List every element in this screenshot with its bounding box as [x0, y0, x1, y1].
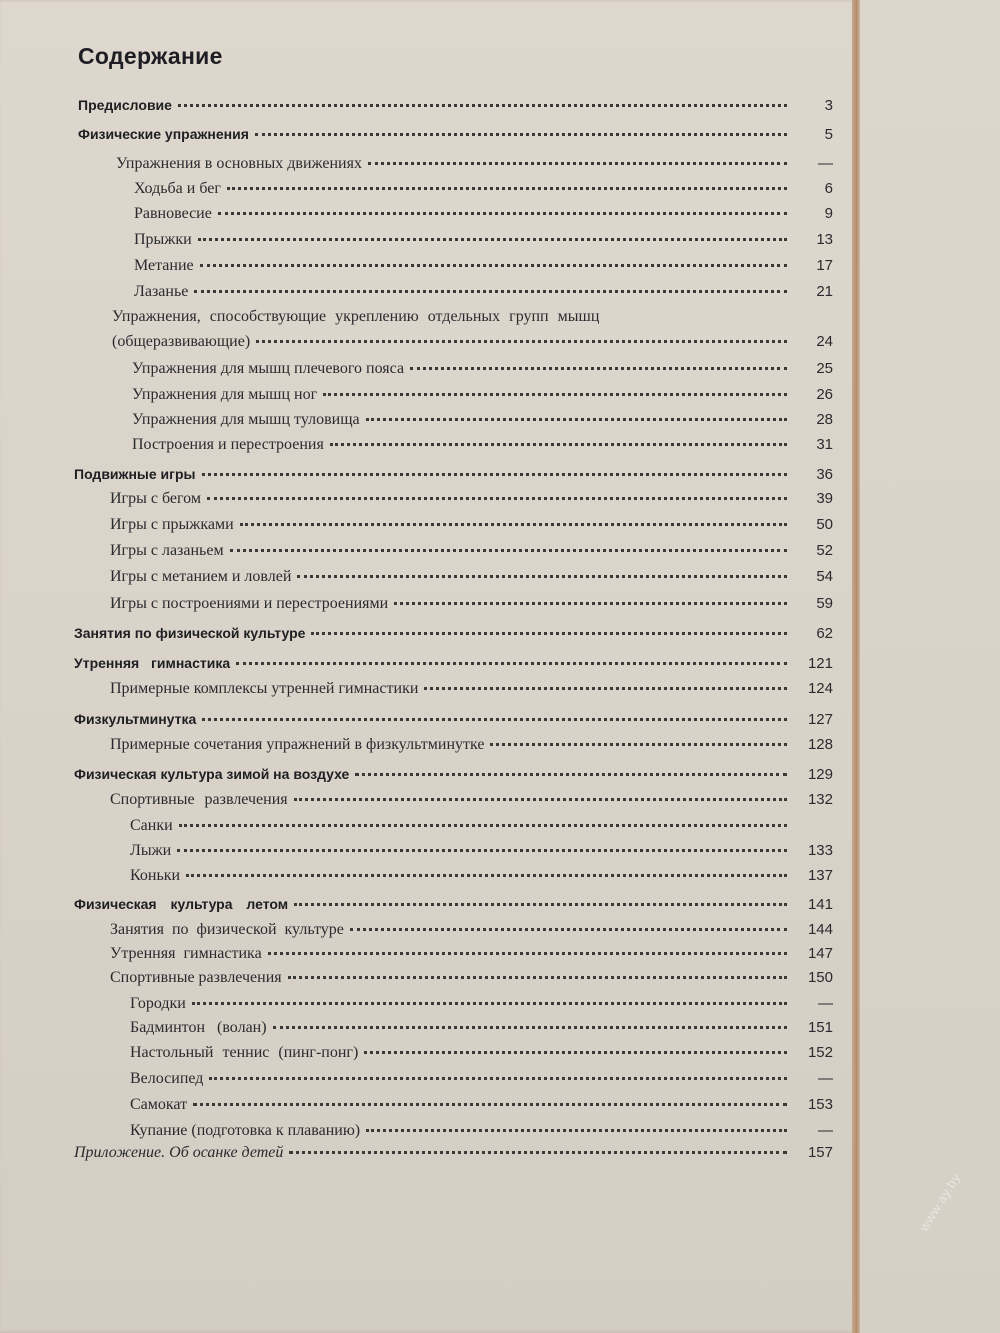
- toc-entry-title: Утренняя гимнастика: [110, 945, 262, 962]
- toc-entry-page: 24: [816, 333, 833, 350]
- leader-dots: [200, 264, 787, 267]
- toc-entry-title: Метание: [134, 257, 194, 274]
- toc-entry: [110, 569, 833, 585]
- toc-entry-page: 36: [816, 466, 833, 483]
- toc-entry-title: Приложение. Об осанке детей: [74, 1144, 284, 1161]
- leader-dots: [236, 662, 787, 665]
- toc-entry: [110, 543, 833, 559]
- toc-entry-title: Ходьба и бег: [134, 180, 221, 197]
- toc-entry-title: Прыжки: [134, 231, 192, 248]
- toc-entry-page: 151: [807, 1019, 833, 1036]
- toc-entry-title: Физическая культура зимой на воздухе: [74, 766, 350, 782]
- toc-entry: [130, 868, 833, 884]
- toc-entry-title: Санки: [130, 817, 173, 834]
- toc-entry-page: 144: [807, 921, 833, 938]
- leader-dots: [490, 743, 787, 746]
- toc-entry-page: 5: [824, 126, 833, 143]
- toc-entry: [132, 437, 833, 453]
- leader-dots: [178, 104, 787, 107]
- leader-dots: [366, 1129, 787, 1132]
- toc-entry-title: Равновесие: [134, 205, 212, 222]
- toc-entry-title: Упражнения для мышц ног: [132, 386, 318, 403]
- toc-entry-title: Упражнения для мышц плечевого пояса: [132, 360, 405, 377]
- toc-entry-title: Физкультминутка: [74, 711, 197, 727]
- toc-entry-page: 31: [816, 436, 833, 453]
- toc-entry-page: 28: [816, 411, 833, 428]
- leader-dots: [198, 238, 787, 241]
- toc-entry-title: Игры с прыжками: [110, 516, 234, 533]
- toc-entry: [112, 334, 833, 350]
- toc-entry: [74, 897, 833, 912]
- toc-entry-title: Физические упражнения: [78, 126, 249, 142]
- toc-entry-page: 13: [816, 231, 833, 248]
- toc-entry: [110, 517, 833, 533]
- leader-dots: [256, 340, 787, 343]
- toc-entry-page: 50: [816, 516, 833, 533]
- leader-dots: [323, 393, 787, 396]
- toc-entry-title: Купание (подготовка к плаванию): [130, 1122, 361, 1139]
- toc-entry: [74, 467, 833, 482]
- toc-entry-page: 52: [816, 542, 833, 559]
- toc-entry-title: Спортивные развлечения: [110, 969, 282, 986]
- toc-entry: [116, 156, 833, 172]
- leader-dots: [366, 418, 787, 421]
- toc-entry: [130, 1097, 833, 1113]
- toc-entry-page: 9: [824, 205, 833, 222]
- toc-entry-title: Городки: [130, 995, 186, 1012]
- toc-entry: [134, 232, 833, 248]
- toc-entry: [130, 1123, 833, 1139]
- toc-entry: [134, 206, 833, 222]
- toc-entry-title: Упражнения, способствующие укреплению отдельных групп мышц: [112, 308, 600, 325]
- toc-entry-page: —: [818, 1070, 833, 1087]
- toc-entry: [110, 922, 833, 938]
- toc-entry-title: Игры с бегом: [110, 490, 201, 507]
- toc-entry-page: —: [818, 155, 833, 172]
- toc-entry-page: 133: [807, 842, 833, 859]
- toc-entry-page: 147: [807, 945, 833, 962]
- leader-dots: [288, 976, 787, 979]
- leader-dots: [311, 632, 787, 635]
- toc-entry: [134, 258, 833, 274]
- toc-entry-page: 152: [807, 1044, 833, 1061]
- toc-entry-title: Утренняя гимнастика: [74, 655, 231, 671]
- toc-entry-page: 3: [824, 97, 833, 114]
- leader-dots: [240, 523, 787, 526]
- toc-entry-heading: [112, 309, 833, 325]
- toc-entry: [110, 491, 833, 507]
- toc-entry-page: 25: [816, 360, 833, 377]
- toc-entry-page: 21: [816, 283, 833, 300]
- leader-dots: [202, 473, 788, 476]
- leader-dots: [186, 874, 787, 877]
- leader-dots: [355, 773, 787, 776]
- toc-entry-page: 132: [807, 791, 833, 808]
- toc-entry-page: 17: [816, 257, 833, 274]
- leader-dots: [209, 1077, 787, 1080]
- toc-entry: [110, 737, 833, 753]
- toc-entry: [74, 712, 833, 727]
- leader-dots: [294, 798, 787, 801]
- toc-entry: [74, 767, 833, 782]
- leader-dots: [330, 443, 787, 446]
- toc-entry-title: Примерные комплексы утренней гимнастики: [110, 680, 419, 697]
- toc-entry-title: Подвижные игры: [74, 466, 196, 482]
- toc-entry: [110, 946, 833, 962]
- toc-entry-page: 54: [816, 568, 833, 585]
- toc-entry-title: Бадминтон (волан): [130, 1019, 267, 1036]
- leader-dots: [368, 162, 787, 165]
- toc-entry: [78, 98, 833, 113]
- toc-entry-title: Игры с построениями и перестроениями: [110, 595, 389, 612]
- leader-dots: [193, 1103, 787, 1106]
- toc-entry: [110, 970, 833, 986]
- toc-entry: [110, 792, 833, 808]
- toc-entry-page: 157: [807, 1144, 833, 1161]
- toc-entry-title: Предисловие: [78, 97, 172, 113]
- toc-entry: [74, 626, 833, 641]
- toc-entry: [130, 818, 833, 834]
- toc-entry-title: Построения и перестроения: [132, 436, 324, 453]
- leader-dots: [192, 1002, 787, 1005]
- toc-entry-page: 141: [807, 896, 833, 913]
- toc-entry-title: Настольный теннис (пинг-понг): [130, 1044, 359, 1061]
- toc-entry-page: 127: [807, 711, 833, 728]
- toc-entry-title: Лыжи: [130, 842, 172, 859]
- toc-entry-appendix: [74, 1145, 833, 1161]
- leader-dots: [294, 903, 787, 906]
- toc-entry-title: Занятия по физической культуре: [110, 921, 344, 938]
- toc-entry-page: 62: [816, 625, 833, 642]
- toc-entry: [130, 1020, 833, 1036]
- toc-entry-title: Велосипед: [130, 1070, 204, 1087]
- leader-dots: [230, 549, 787, 552]
- leader-dots: [350, 928, 787, 931]
- toc-entry-title-continued: (общеразвивающие): [112, 333, 251, 350]
- toc-entry: [130, 996, 833, 1012]
- toc-entry-page: 128: [807, 736, 833, 753]
- toc-entry-page: 129: [807, 766, 833, 783]
- toc-entry-page: 137: [807, 867, 833, 884]
- toc-entry: [110, 681, 833, 697]
- leader-dots: [255, 133, 787, 136]
- toc-entry-page: 59: [816, 595, 833, 612]
- toc-entry-title: Игры с метанием и ловлей: [110, 568, 292, 585]
- toc-entry-page: 150: [807, 969, 833, 986]
- toc-entry-title: Коньки: [130, 867, 181, 884]
- leader-dots: [218, 212, 787, 215]
- toc-entry: [110, 596, 833, 612]
- leader-dots: [268, 952, 787, 955]
- leader-dots: [177, 849, 787, 852]
- toc-entry-title: Спортивные развлечения: [110, 791, 288, 808]
- toc-entry: [132, 387, 833, 403]
- toc-entry: [130, 1071, 833, 1087]
- toc-entry-page: 124: [807, 680, 833, 697]
- toc-entry-title: Самокат: [130, 1096, 188, 1113]
- toc-entry-page: 6: [824, 180, 833, 197]
- leader-dots: [227, 187, 787, 190]
- leader-dots: [364, 1051, 787, 1054]
- page-title: Содержание: [78, 43, 223, 69]
- toc-entry-title: Игры с лазаньем: [110, 542, 224, 559]
- toc-entry-page: 153: [807, 1096, 833, 1113]
- toc-entry: [130, 843, 833, 859]
- leader-dots: [207, 497, 787, 500]
- leader-dots: [202, 718, 787, 721]
- leader-dots: [273, 1026, 787, 1029]
- toc-entry-page: 121: [807, 655, 833, 672]
- toc-entry: [130, 1045, 833, 1061]
- toc-entry-title: Упражнения для мышц туловища: [132, 411, 360, 428]
- toc-entry: [134, 284, 833, 300]
- toc-entry-title: Упражнения в основных движениях: [116, 155, 362, 172]
- toc-entry-title: Занятия по физической культуре: [74, 625, 306, 641]
- leader-dots: [424, 687, 787, 690]
- background-surface: [860, 0, 1000, 1333]
- toc-entry-title: Лазанье: [134, 283, 189, 300]
- toc-entry-page: —: [818, 1122, 833, 1139]
- toc-entry-page: 39: [816, 490, 833, 507]
- toc-entry-page: —: [818, 995, 833, 1012]
- leader-dots: [394, 602, 787, 605]
- toc-entry: [132, 361, 833, 377]
- leader-dots: [194, 290, 787, 293]
- toc-entry: [78, 127, 833, 142]
- leader-dots: [410, 367, 787, 370]
- toc-entry: [74, 656, 833, 671]
- toc-entry-title: Физическая культура летом: [74, 896, 289, 912]
- leader-dots: [179, 824, 787, 827]
- toc-entry-page: 26: [816, 386, 833, 403]
- toc-entry: [132, 412, 833, 428]
- toc-entry: [134, 181, 833, 197]
- leader-dots: [297, 575, 787, 578]
- watermark: www.ay.by: [916, 1170, 964, 1234]
- leader-dots: [289, 1151, 787, 1154]
- toc-entry-title: Примерные сочетания упражнений в физкультминутке: [110, 736, 485, 753]
